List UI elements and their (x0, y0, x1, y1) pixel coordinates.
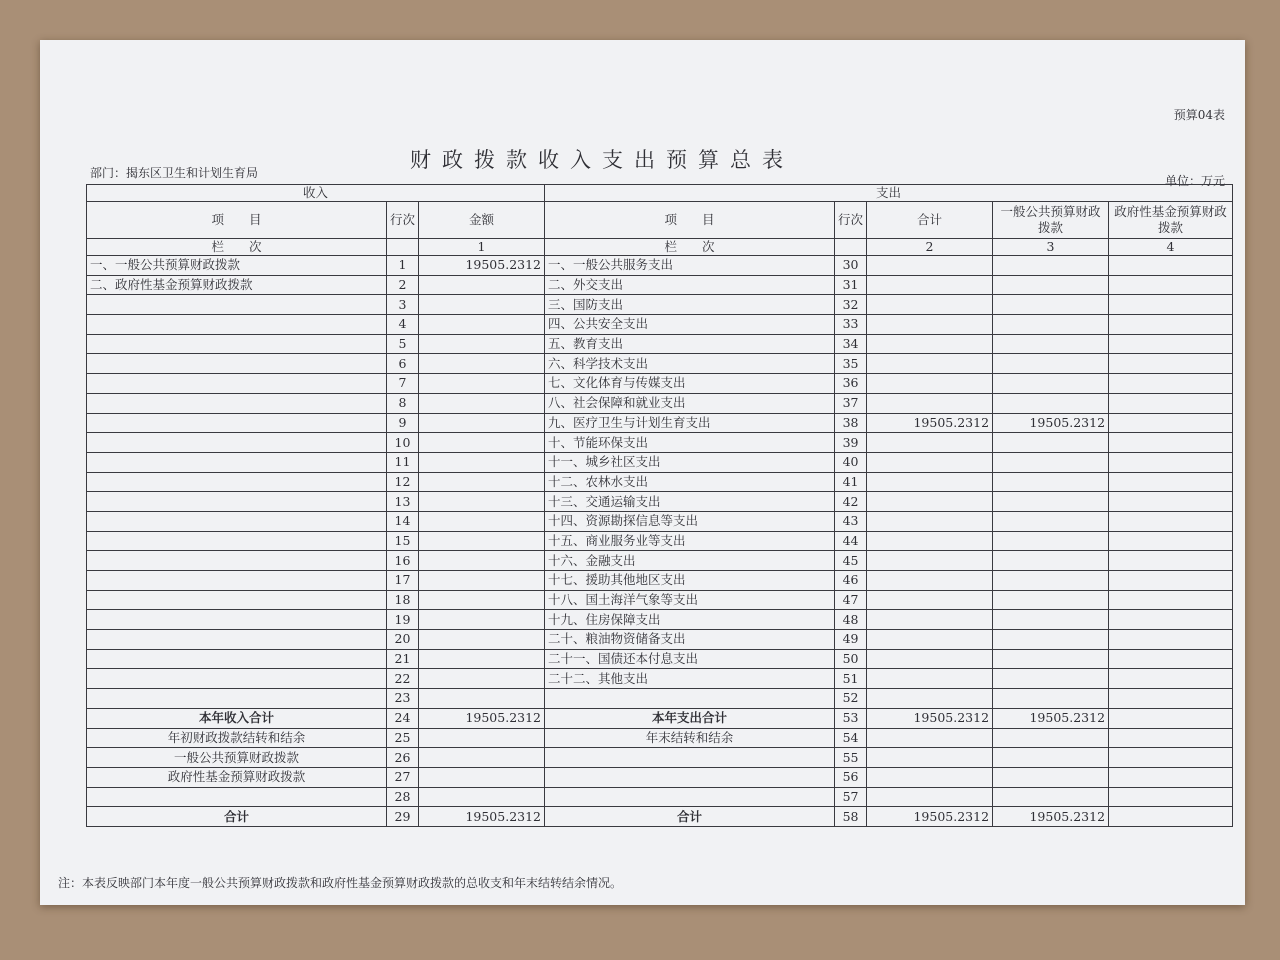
income-item-cell (87, 689, 387, 709)
expense-item-cell: 十二、农林水支出 (545, 472, 835, 492)
expense-item-cell: 年末结转和结余 (545, 728, 835, 748)
general-budget-cell: 19505.2312 (993, 708, 1109, 728)
fund-budget-cell (1109, 295, 1233, 315)
income-item-cell (87, 315, 387, 335)
expense-row-number: 55 (835, 748, 867, 768)
table-row (87, 334, 1233, 354)
table-row (87, 452, 1233, 472)
expense-row-number: 30 (835, 256, 867, 276)
expense-item-cell: 十六、金融支出 (545, 551, 835, 571)
income-amount-cell (419, 728, 545, 748)
expense-total-cell (867, 748, 993, 768)
expense-row-number: 46 (835, 571, 867, 591)
income-row-number: 4 (387, 315, 419, 335)
expense-item-cell: 十八、国土海洋气象等支出 (545, 590, 835, 610)
expense-total-cell (867, 511, 993, 531)
fund-budget-cell (1109, 275, 1233, 295)
fund-budget-cell (1109, 610, 1233, 630)
income-amount-cell (419, 767, 545, 787)
expense-row-number: 49 (835, 630, 867, 650)
fund-budget-cell (1109, 452, 1233, 472)
table-row (87, 295, 1233, 315)
fund-budget-cell (1109, 551, 1233, 571)
expense-row-number: 39 (835, 433, 867, 453)
income-amount-cell (419, 649, 545, 669)
income-amount-cell (419, 334, 545, 354)
income-item-cell (87, 787, 387, 807)
expense-row-number: 53 (835, 708, 867, 728)
budget-table (86, 184, 1233, 827)
expense-total-cell (867, 630, 993, 650)
general-budget-cell (993, 511, 1109, 531)
income-item-cell (87, 531, 387, 551)
general-budget-cell (993, 748, 1109, 768)
income-amount-cell (419, 630, 545, 650)
income-row-number: 24 (387, 708, 419, 728)
table-row (87, 413, 1233, 433)
income-row-number: 7 (387, 374, 419, 394)
general-budget-cell (993, 275, 1109, 295)
expense-total-cell (867, 649, 993, 669)
income-item-cell (87, 393, 387, 413)
fund-budget-cell (1109, 748, 1233, 768)
expense-item-cell: 八、社会保障和就业支出 (545, 393, 835, 413)
income-row-number: 25 (387, 728, 419, 748)
income-item-cell: 一、一般公共预算财政拨款 (87, 256, 387, 276)
income-item-cell (87, 511, 387, 531)
fund-budget-cell (1109, 807, 1233, 827)
expense-item-cell: 十七、援助其他地区支出 (545, 571, 835, 591)
expense-section-header: 支出 (545, 185, 1233, 202)
expense-total-cell (867, 531, 993, 551)
expense-total-cell (867, 492, 993, 512)
income-item-cell (87, 354, 387, 374)
expense-total-cell (867, 256, 993, 276)
expense-row-number: 33 (835, 315, 867, 335)
document-sheet (40, 40, 1245, 905)
income-item-cell: 本年收入合计 (87, 708, 387, 728)
department-label: 部门：揭东区卫生和计划生育局 (90, 166, 259, 180)
expense-item-cell (545, 689, 835, 709)
income-row-number: 12 (387, 472, 419, 492)
income-row-number: 3 (387, 295, 419, 315)
general-budget-cell (993, 374, 1109, 394)
fund-budget-cell (1109, 511, 1233, 531)
expense-row-number: 43 (835, 511, 867, 531)
table-row (87, 669, 1233, 689)
fund-budget-cell (1109, 256, 1233, 276)
expense-item-cell: 十五、商业服务业等支出 (545, 531, 835, 551)
fund-budget-cell (1109, 767, 1233, 787)
document-title: 财政拨款收入支出预算总表 (410, 148, 794, 172)
expense-total-cell (867, 295, 993, 315)
fund-budget-header: 政府性基金预算财政拨款 (1109, 202, 1233, 239)
income-section-header: 收入 (87, 185, 545, 202)
table-row (87, 472, 1233, 492)
income-item-cell (87, 551, 387, 571)
expense-total-cell (867, 354, 993, 374)
income-row-number: 19 (387, 610, 419, 630)
expense-row-number: 36 (835, 374, 867, 394)
expense-total-cell (867, 590, 993, 610)
total-column-number: 2 (867, 239, 993, 256)
fund-budget-cell (1109, 492, 1233, 512)
table-row (87, 571, 1233, 591)
table-row (87, 807, 1233, 827)
general-budget-cell (993, 472, 1109, 492)
income-amount-cell (419, 393, 545, 413)
expense-row-number: 42 (835, 492, 867, 512)
income-row-number: 14 (387, 511, 419, 531)
general-budget-cell (993, 531, 1109, 551)
income-item-cell (87, 452, 387, 472)
expense-item-cell: 十九、住房保障支出 (545, 610, 835, 630)
expense-row-number: 50 (835, 649, 867, 669)
table-row (87, 492, 1233, 512)
expense-row-number: 38 (835, 413, 867, 433)
expense-column-no-blank (835, 239, 867, 256)
unit-label: 单位：万元 (1164, 174, 1225, 188)
table-row (87, 748, 1233, 768)
income-item-cell (87, 571, 387, 591)
form-code: 预算04表 (1173, 108, 1225, 122)
income-amount-cell: 19505.2312 (419, 807, 545, 827)
income-item-cell (87, 669, 387, 689)
table-row (87, 689, 1233, 709)
expense-item-cell: 七、文化体育与传媒支出 (545, 374, 835, 394)
fund-budget-cell (1109, 590, 1233, 610)
general-budget-cell (993, 590, 1109, 610)
expense-item-cell: 二十、粮油物资储备支出 (545, 630, 835, 650)
expense-row-number: 56 (835, 767, 867, 787)
expense-row-number: 34 (835, 334, 867, 354)
expense-row-number: 57 (835, 787, 867, 807)
expense-total-cell (867, 393, 993, 413)
general-budget-cell (993, 295, 1109, 315)
expense-total-cell (867, 767, 993, 787)
income-item-cell (87, 374, 387, 394)
general-budget-cell (993, 452, 1109, 472)
general-budget-cell: 19505.2312 (993, 413, 1109, 433)
income-row-number: 6 (387, 354, 419, 374)
expense-item-cell: 二十二、其他支出 (545, 669, 835, 689)
fund-budget-cell (1109, 669, 1233, 689)
expense-item-cell: 十一、城乡社区支出 (545, 452, 835, 472)
income-row-number: 18 (387, 590, 419, 610)
fund-budget-cell (1109, 787, 1233, 807)
income-item-cell (87, 630, 387, 650)
table-row (87, 708, 1233, 728)
expense-row-number: 31 (835, 275, 867, 295)
general-budget-cell (993, 334, 1109, 354)
expense-row-number: 51 (835, 669, 867, 689)
income-item-cell (87, 492, 387, 512)
expense-row-number: 37 (835, 393, 867, 413)
income-row-number: 8 (387, 393, 419, 413)
general-budget-cell: 19505.2312 (993, 807, 1109, 827)
general-budget-cell (993, 787, 1109, 807)
fund-budget-cell (1109, 315, 1233, 335)
expense-total-cell (867, 275, 993, 295)
general-budget-header: 一般公共预算财政拨款 (993, 202, 1109, 239)
income-row-number: 26 (387, 748, 419, 768)
expense-item-header: 项 目 (545, 202, 835, 239)
income-amount-cell (419, 669, 545, 689)
income-row-number: 15 (387, 531, 419, 551)
income-item-cell: 合计 (87, 807, 387, 827)
income-row-number: 21 (387, 649, 419, 669)
income-item-header: 项 目 (87, 202, 387, 239)
income-row-number: 16 (387, 551, 419, 571)
income-item-cell (87, 433, 387, 453)
expense-row-number: 44 (835, 531, 867, 551)
income-amount-cell (419, 413, 545, 433)
table-row (87, 393, 1233, 413)
fund-budget-cell (1109, 649, 1233, 669)
table-row (87, 511, 1233, 531)
fund-budget-cell (1109, 334, 1233, 354)
expense-row-no-header: 行次 (835, 202, 867, 239)
expense-total-cell (867, 669, 993, 689)
income-amount-cell: 19505.2312 (419, 708, 545, 728)
expense-row-number: 40 (835, 452, 867, 472)
income-amount-cell: 19505.2312 (419, 256, 545, 276)
income-amount-cell (419, 551, 545, 571)
fund-budget-cell (1109, 374, 1233, 394)
expense-row-number: 48 (835, 610, 867, 630)
expense-total-cell: 19505.2312 (867, 413, 993, 433)
expense-item-cell: 二十一、国债还本付息支出 (545, 649, 835, 669)
income-item-cell: 二、政府性基金预算财政拨款 (87, 275, 387, 295)
general-budget-cell (993, 433, 1109, 453)
general-budget-cell (993, 571, 1109, 591)
expense-item-cell (545, 767, 835, 787)
expense-row-number: 41 (835, 472, 867, 492)
general-budget-cell (993, 689, 1109, 709)
income-row-number: 13 (387, 492, 419, 512)
income-amount-cell (419, 374, 545, 394)
expense-item-cell: 十四、资源勘探信息等支出 (545, 511, 835, 531)
expense-item-cell: 三、国防支出 (545, 295, 835, 315)
table-row (87, 551, 1233, 571)
income-amount-cell (419, 511, 545, 531)
expense-total-header: 合计 (867, 202, 993, 239)
income-row-no-header: 行次 (387, 202, 419, 239)
general-budget-cell (993, 354, 1109, 374)
income-amount-cell (419, 787, 545, 807)
table-row (87, 630, 1233, 650)
expense-row-number: 47 (835, 590, 867, 610)
general-budget-cell (993, 728, 1109, 748)
fund-budget-cell (1109, 531, 1233, 551)
footnote: 注：本表反映部门本年度一般公共预算财政拨款和政府性基金预算财政拨款的总收支和年末结转结余情况。 (58, 876, 623, 890)
income-column-label: 栏 次 (87, 239, 387, 256)
expense-row-number: 45 (835, 551, 867, 571)
income-amount-cell (419, 492, 545, 512)
general-budget-cell (993, 256, 1109, 276)
fund-budget-cell (1109, 728, 1233, 748)
expense-item-cell: 本年支出合计 (545, 708, 835, 728)
income-amount-cell (419, 531, 545, 551)
fund-budget-cell (1109, 354, 1233, 374)
table-row (87, 531, 1233, 551)
expense-item-cell (545, 748, 835, 768)
income-item-cell (87, 590, 387, 610)
income-amount-cell (419, 610, 545, 630)
income-amount-cell (419, 472, 545, 492)
expense-total-cell (867, 571, 993, 591)
income-row-number: 22 (387, 669, 419, 689)
expense-total-cell (867, 452, 993, 472)
expense-item-cell: 十三、交通运输支出 (545, 492, 835, 512)
expense-item-cell: 九、医疗卫生与计划生育支出 (545, 413, 835, 433)
income-row-number: 27 (387, 767, 419, 787)
income-item-cell (87, 649, 387, 669)
general-budget-cell (993, 551, 1109, 571)
expense-row-number: 58 (835, 807, 867, 827)
income-amount-cell (419, 590, 545, 610)
fund-budget-cell (1109, 413, 1233, 433)
fund-budget-cell (1109, 472, 1233, 492)
income-row-number: 10 (387, 433, 419, 453)
expense-item-cell: 五、教育支出 (545, 334, 835, 354)
table-row (87, 315, 1233, 335)
table-row (87, 354, 1233, 374)
expense-item-cell: 十、节能环保支出 (545, 433, 835, 453)
expense-item-cell: 一、一般公共服务支出 (545, 256, 835, 276)
income-row-number: 17 (387, 571, 419, 591)
expense-total-cell (867, 433, 993, 453)
general-budget-cell (993, 669, 1109, 689)
fund-budget-cell (1109, 689, 1233, 709)
income-amount-cell (419, 354, 545, 374)
expense-item-cell: 二、外交支出 (545, 275, 835, 295)
expense-total-cell (867, 374, 993, 394)
expense-total-cell: 19505.2312 (867, 807, 993, 827)
income-column-number: 1 (419, 239, 545, 256)
table-row (87, 767, 1233, 787)
income-row-number: 1 (387, 256, 419, 276)
general-budget-cell (993, 315, 1109, 335)
income-row-number: 9 (387, 413, 419, 433)
expense-total-cell (867, 787, 993, 807)
income-item-cell (87, 295, 387, 315)
expense-row-number: 52 (835, 689, 867, 709)
income-item-cell: 一般公共预算财政拨款 (87, 748, 387, 768)
table-row (87, 590, 1233, 610)
general-budget-cell (993, 393, 1109, 413)
fund-budget-cell (1109, 630, 1233, 650)
income-amount-cell (419, 295, 545, 315)
income-amount-cell (419, 452, 545, 472)
income-amount-cell (419, 571, 545, 591)
income-amount-cell (419, 748, 545, 768)
table-row (87, 275, 1233, 295)
table-row (87, 374, 1233, 394)
general-budget-cell (993, 610, 1109, 630)
expense-column-label: 栏 次 (545, 239, 835, 256)
income-amount-header: 金额 (419, 202, 545, 239)
expense-item-cell: 六、科学技术支出 (545, 354, 835, 374)
fund-budget-cell (1109, 433, 1233, 453)
income-row-number: 29 (387, 807, 419, 827)
income-item-cell (87, 472, 387, 492)
general-budget-cell (993, 649, 1109, 669)
income-item-cell (87, 610, 387, 630)
income-amount-cell (419, 689, 545, 709)
fund-budget-cell (1109, 708, 1233, 728)
table-row (87, 256, 1233, 276)
income-item-cell (87, 334, 387, 354)
income-item-cell: 年初财政拨款结转和结余 (87, 728, 387, 748)
expense-item-cell (545, 787, 835, 807)
expense-row-number: 32 (835, 295, 867, 315)
expense-row-number: 54 (835, 728, 867, 748)
income-item-cell: 政府性基金预算财政拨款 (87, 767, 387, 787)
income-row-number: 5 (387, 334, 419, 354)
income-amount-cell (419, 275, 545, 295)
table-row (87, 433, 1233, 453)
income-amount-cell (419, 315, 545, 335)
expense-total-cell: 19505.2312 (867, 708, 993, 728)
income-row-number: 20 (387, 630, 419, 650)
expense-total-cell (867, 689, 993, 709)
expense-total-cell (867, 728, 993, 748)
expense-total-cell (867, 610, 993, 630)
table-row (87, 610, 1233, 630)
fund-budget-cell (1109, 571, 1233, 591)
expense-item-cell: 四、公共安全支出 (545, 315, 835, 335)
general-budget-cell (993, 767, 1109, 787)
income-item-cell (87, 413, 387, 433)
fund-column-number: 4 (1109, 239, 1233, 256)
fund-budget-cell (1109, 393, 1233, 413)
expense-total-cell (867, 551, 993, 571)
table-row (87, 649, 1233, 669)
table-row (87, 728, 1233, 748)
general-budget-cell (993, 630, 1109, 650)
expense-row-number: 35 (835, 354, 867, 374)
table-row (87, 787, 1233, 807)
income-row-number: 11 (387, 452, 419, 472)
expense-total-cell (867, 334, 993, 354)
income-column-no-blank (387, 239, 419, 256)
expense-total-cell (867, 472, 993, 492)
income-row-number: 28 (387, 787, 419, 807)
expense-item-cell: 合计 (545, 807, 835, 827)
general-budget-cell (993, 492, 1109, 512)
expense-total-cell (867, 315, 993, 335)
income-amount-cell (419, 433, 545, 453)
income-row-number: 23 (387, 689, 419, 709)
income-row-number: 2 (387, 275, 419, 295)
general-column-number: 3 (993, 239, 1109, 256)
